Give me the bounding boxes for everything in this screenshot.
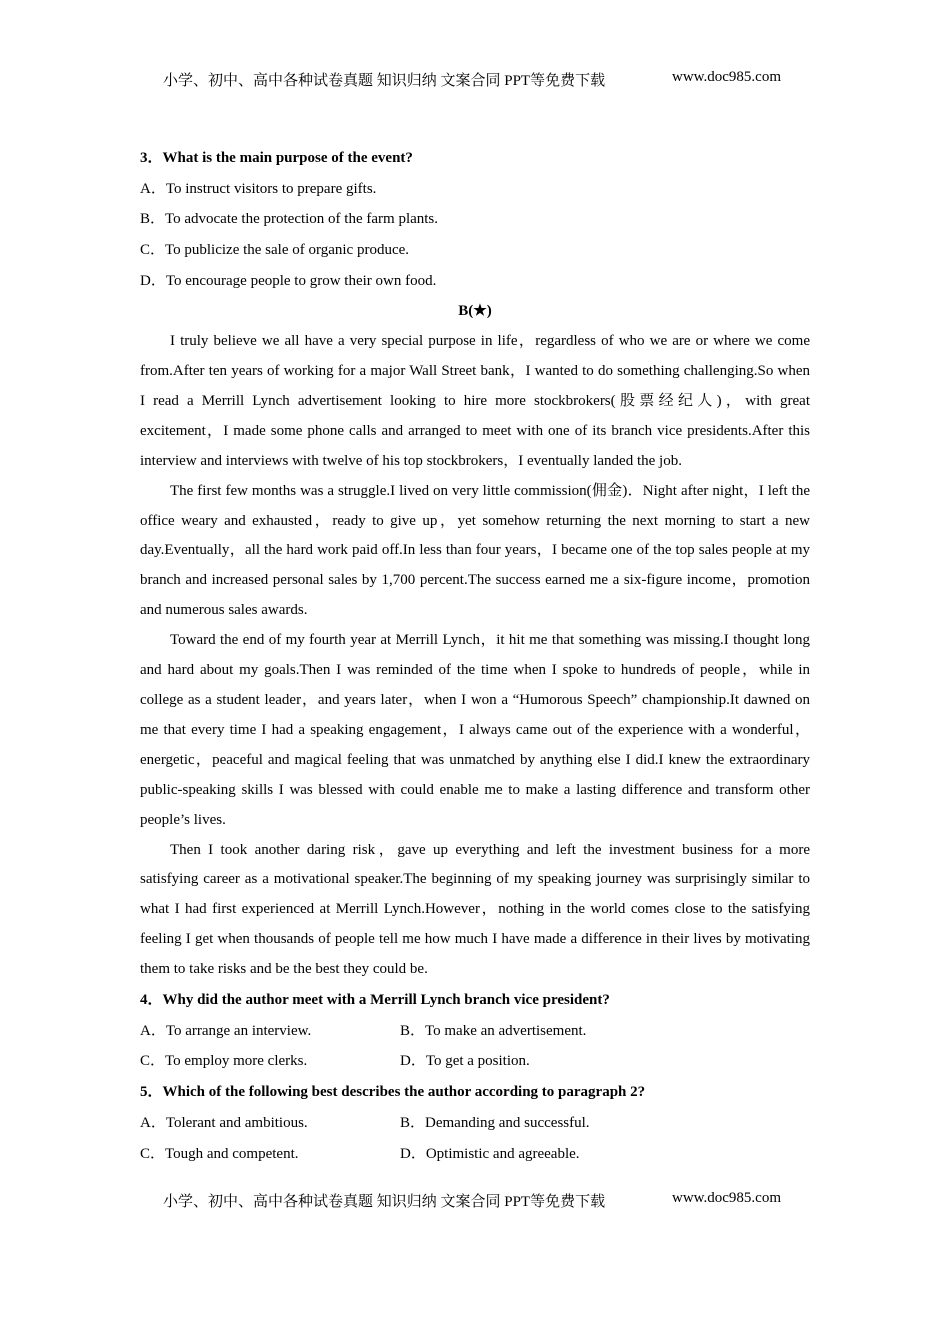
question-3-option-d: D．To encourage people to grow their own food. xyxy=(140,272,437,289)
question-5-option-c: C．Tough and competent. xyxy=(140,1145,299,1162)
section-b-title: B(★) xyxy=(458,303,492,320)
question-5-option-b: B．Demanding and successful. xyxy=(400,1114,590,1131)
header-text: 小学、初中、高中各种试卷真题 知识归纳 文案合同 PPT等免费下载 xyxy=(163,73,606,89)
question-4-option-c: C．To employ more clerks. xyxy=(140,1053,308,1070)
question-5: 5．Which of the following best describes the author according to paragraph 2? xyxy=(140,1084,646,1101)
question-3-option-b: B．To advocate the protection of the farm plants. xyxy=(140,211,439,228)
question-3: 3．What is the main purpose of the event? xyxy=(140,150,413,166)
page-footer xyxy=(163,1190,803,1211)
header-url[interactable]: www.doc985.com xyxy=(672,69,782,85)
passage-paragraph-4: Then I took another daring risk，gave up everything and left the investment business for a more satisfying career as a motivational speaker.The beginning of my speaking journey was surprisingly similar to what I had first experienced at Merrill Lynch.However，nothing in the world comes close to the satisfying feeling I get when thousands of people tell me how much I have made a difference in their lives by motivating them to take risks and be the best they could be. xyxy=(140,841,810,978)
question-3-option-c: C．To publicize the sale of organic produce. xyxy=(140,242,410,259)
footer-text: 小学、初中、高中各种试卷真题 知识归纳 文案合同 PPT等免费下载 xyxy=(163,1194,606,1210)
page-header xyxy=(163,69,803,90)
passage-paragraph-1: I truly believe we all have a very special purpose in life，regardless of who we are or where we come from.After ten years of working for a major Wall Street bank，I wanted to do something challenging.So when I read a Merrill Lynch advertisement looking to hire more stockbrokers(股票经纪人)，with great excitement，I made some phone calls and arranged to meet with one of its branch vice presidents.After this interview and interviews with twelve of his top stockbrokers，I eventually landed the job. xyxy=(140,333,810,469)
passage-paragraph-2: The first few months was a struggle.I lived on very little commission(佣金)．Night after night，I left the office weary and exhausted，ready to give up，yet somehow returning the next morning to start a new day.Eventually，all the hard work paid off.In less than four years，I became one of the top sales people at my branch and increased personal sales by 1,700 percent.The success earned me a six-figure income，promotion and numerous sales awards. xyxy=(140,482,810,619)
question-4-options-row-1 xyxy=(140,1016,810,1047)
question-5-options-row-1 xyxy=(140,1108,810,1139)
question-5-option-a: A．Tolerant and ambitious. xyxy=(140,1114,308,1131)
footer-url[interactable]: www.doc985.com xyxy=(672,1190,782,1206)
question-4-option-a: A．To arrange an interview. xyxy=(140,1022,312,1039)
question-4-option-b: B．To make an advertisement. xyxy=(400,1022,587,1039)
passage-paragraph-3: Toward the end of my fourth year at Merrill Lynch，it hit me that something was missing.I thought long and hard about my goals.Then I was reminded of the time when I spoke to hundreds of people，while in college as a student leader，and years later，when I won a “Humorous Speech” championship.It dawned on me that every time I had a speaking engagement，I always came out of the experience with a wonderful，energetic，peaceful and magical feeling that was unmatched by anything else I did.I knew the extraordinary public-speaking skills I was blessed with could enable me to make a lasting difference and transform other people’s lives. xyxy=(140,632,810,828)
question-3-option-a: A．To instruct visitors to prepare gifts. xyxy=(140,180,377,197)
question-4-options-row-2 xyxy=(140,1046,810,1077)
question-4-option-d: D．To get a position. xyxy=(400,1053,530,1070)
question-4: 4．Why did the author meet with a Merrill Lynch branch vice president? xyxy=(140,992,610,1009)
document-body xyxy=(140,143,810,1169)
question-5-option-d: D．Optimistic and agreeable. xyxy=(400,1145,580,1162)
question-5-options-row-2 xyxy=(140,1139,810,1170)
